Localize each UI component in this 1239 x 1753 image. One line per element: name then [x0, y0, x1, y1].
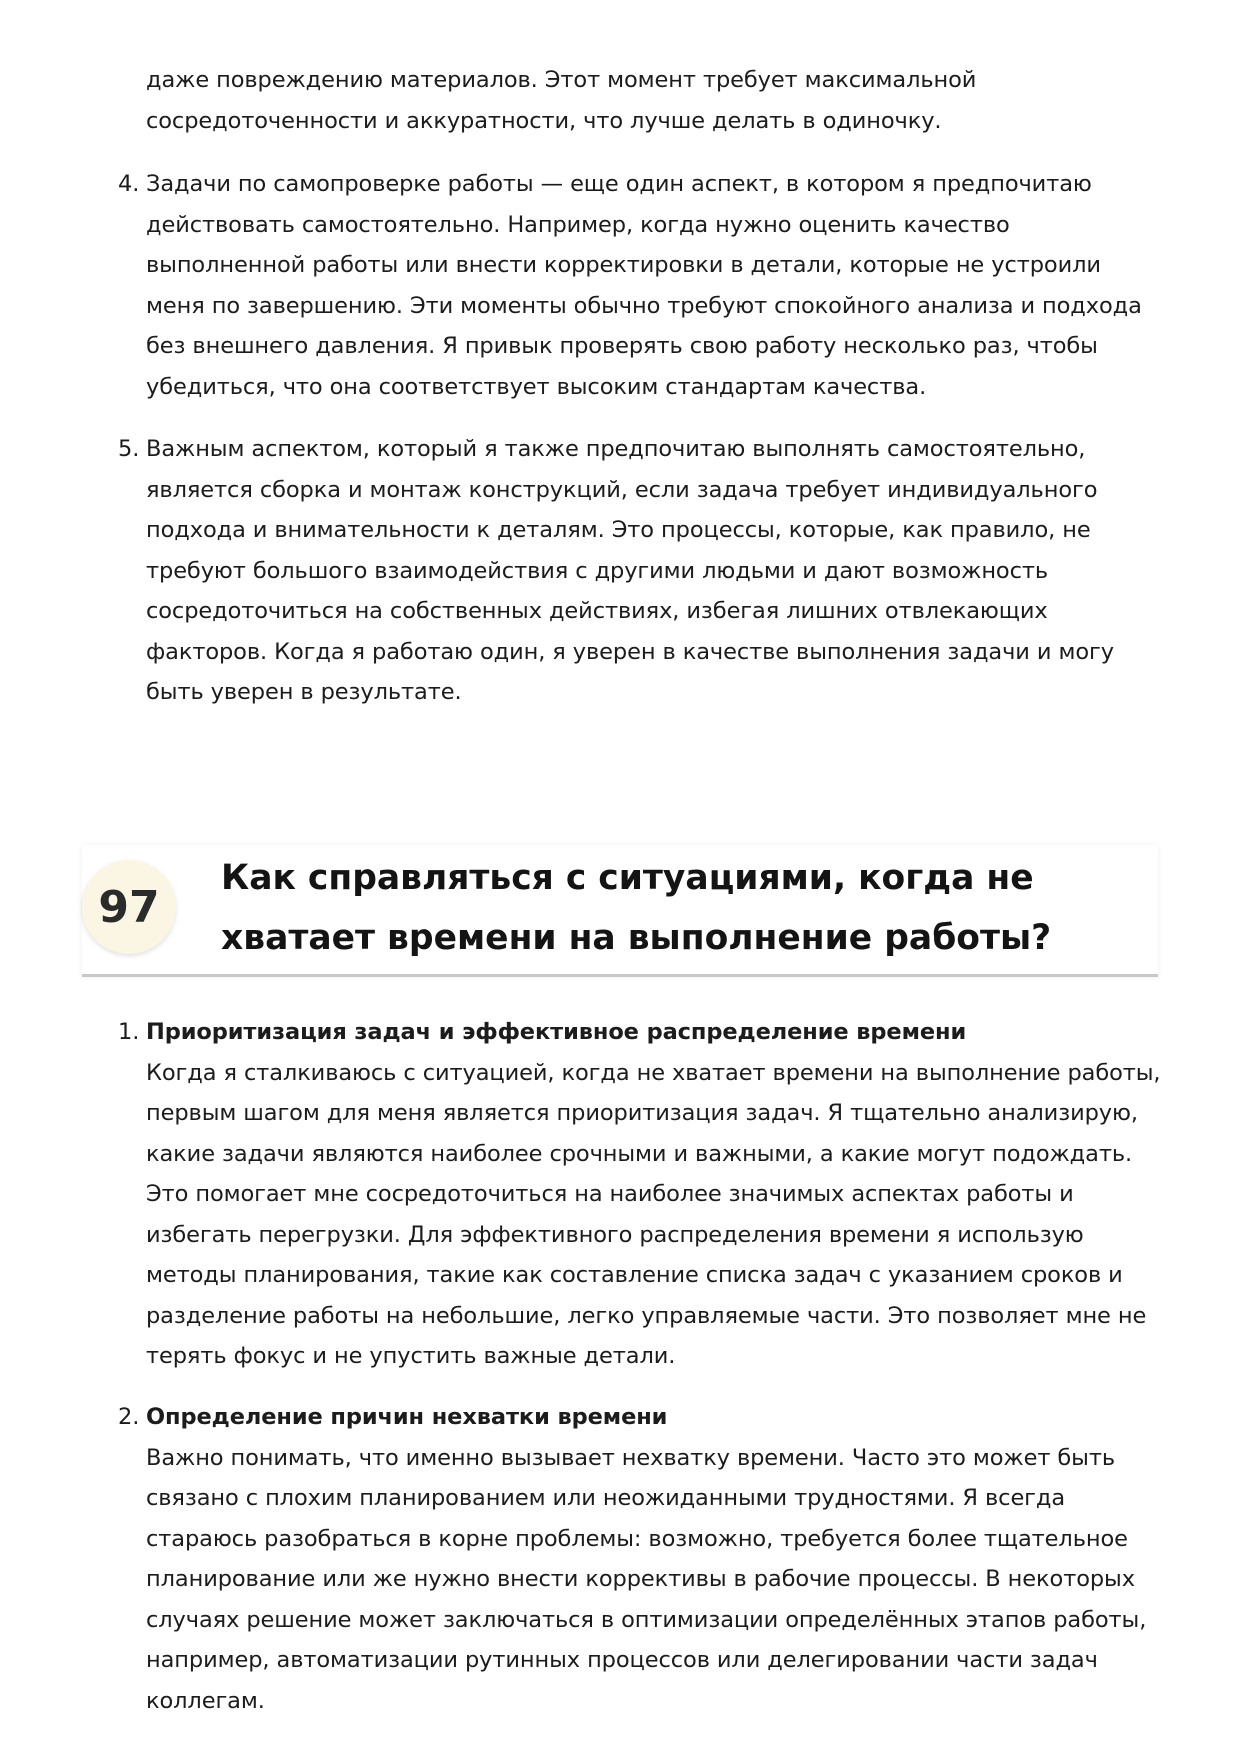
intro-text: даже повреждению материалов. Этот момент требует максимальной сосредоточенности и аккуратности, что лучше делать в одиночку. [146, 67, 977, 134]
intro-paragraph [146, 60, 1166, 141]
list-item-text: Задачи по самопроверке работы — еще один аспект, в котором я предпочитаю действовать самостоятельно. Например, когда нужно оценить качество выполненной работы или внести корректировки в детали, которые не устроили меня по завершению. Эти моменты обычно требуют спокойного анализа и подхода без внешнего давления. Я привык проверять свою работу несколько раз, чтобы убедиться, что она соответствует высоким стандартам качества. [146, 171, 1142, 400]
section-number-badge: 97 [82, 860, 176, 954]
section-divider [82, 974, 1158, 977]
list-item-heading: Определение причин нехватки времени [146, 1404, 668, 1430]
list-item-text: Важно понимать, что именно вызывает нехватку времени. Часто это может быть связано с плохим планированием или неожиданными трудностями. Я всегда стараюсь разобраться в корне проблемы: возможно, требуется более тщательное планирование или же нужно внести коррективы в рабочие процессы. В некоторых случаях решение может заключаться в оптимизации определённых этапов работы, например, автоматизации рутинных процессов или делегировании части задач коллегам. [146, 1444, 1147, 1714]
section-title: Как справляться с ситуациями, когда не хватает времени на выполнение работы? [221, 858, 1052, 958]
list-item-1 [118, 1012, 1166, 1377]
section-header [82, 845, 1158, 977]
list-item-heading: Приоритизация задач и эффективное распределение времени [146, 1019, 967, 1045]
list-item-5 [118, 429, 1166, 713]
list-item-number: 4. [118, 171, 140, 197]
list-item-text: Когда я сталкиваюсь с ситуацией, когда не хватает времени на выполнение работы, первым шагом для меня является приоритизация задач. Я тщательно анализирую, какие задачи являются наиболее срочными и важными, а какие могут подождать. Это помогает мне сосредоточиться на наиболее значимых аспектах работы и избегать перегрузки. Для эффективного распределения времени я использую методы планирования, такие как составление списка задач с указанием сроков и разделение работы на небольшие, легко управляемые части. Это позволяет мне не терять фокус и не упустить важные детали. [146, 1059, 1161, 1369]
list-item-number: 1. [118, 1019, 140, 1045]
list-item-4 [118, 164, 1166, 407]
list-item-number: 5. [118, 436, 140, 462]
list-item-number: 2. [118, 1404, 140, 1430]
list-item-2 [118, 1397, 1166, 1721]
list-item-text: Важным аспектом, который я также предпочитаю выполнять самостоятельно, является сборка и монтаж конструкций, если задача требует индивидуального подхода и внимательности к деталям. Это процессы, которые, как правило, не требуют большого взаимодействия с другими людьми и дают возможность сосредоточиться на собственных действиях, избегая лишних отвлекающих факторов. Когда я работаю один, я уверен в качестве выполнения задачи и могу быть уверен в результате. [146, 436, 1114, 705]
